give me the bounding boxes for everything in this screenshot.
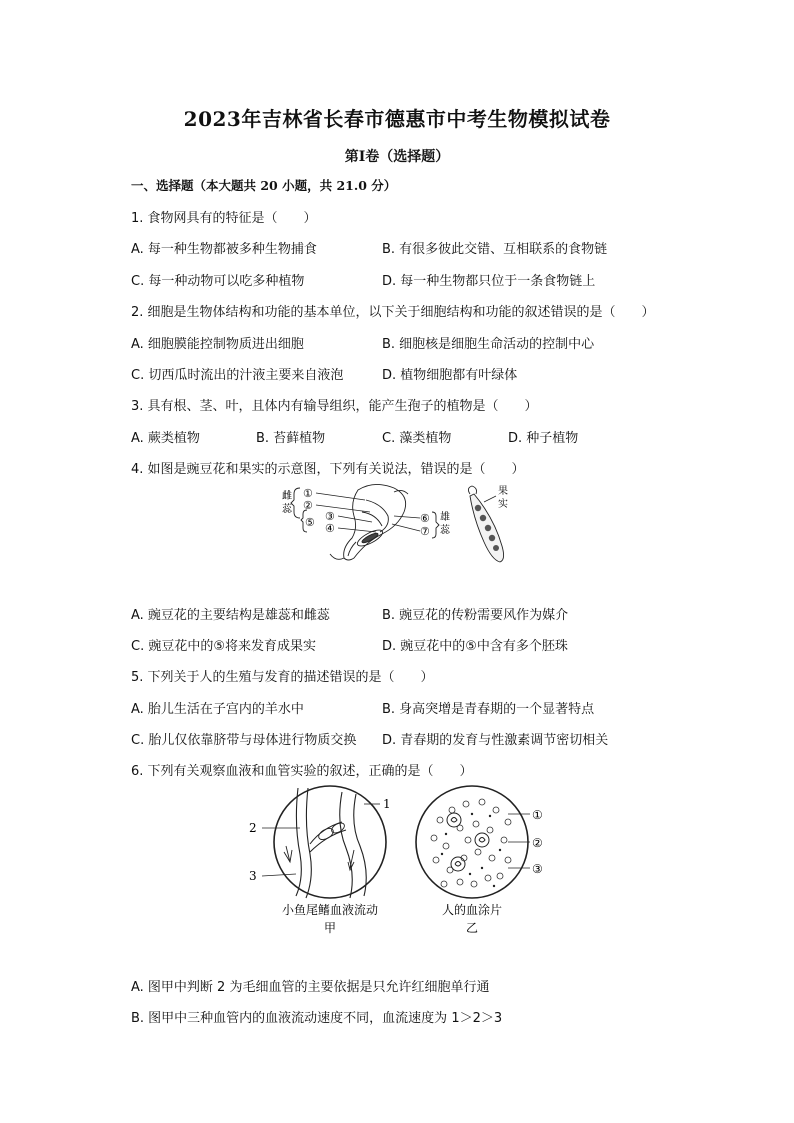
question-5-option-a: A. 胎儿生活在子宫内的羊水中 xyxy=(131,702,304,717)
stamen-label-char-1: 雄 xyxy=(440,512,450,523)
vessel-label-1: 1 xyxy=(383,797,391,811)
marker-1: ① xyxy=(303,487,313,500)
marker-4: ④ xyxy=(325,522,335,535)
question-4-option-c: C. 豌豆花中的⑤将来发育成果实 xyxy=(131,639,316,654)
fruit-label-char-1: 果 xyxy=(498,486,508,497)
question-3-stem: 3. 具有根、茎、叶，且体内有输导组织，能产生孢子的植物是（ ） xyxy=(131,399,538,414)
marker-7: ⑦ xyxy=(420,525,430,538)
question-6-stem: 6. 下列有关观察血液和血管实验的叙述，正确的是（ ） xyxy=(131,764,473,779)
question-3-option-a: A. 蕨类植物 xyxy=(131,431,200,446)
fish-caption: 小鱼尾鳍血液流动 xyxy=(281,903,379,917)
smear-caption-label: 乙 xyxy=(465,921,479,935)
question-5-option-b: B. 身高突增是青春期的一个显著特点 xyxy=(382,702,595,717)
page-subtitle: 第Ⅰ卷（选择题） xyxy=(344,149,450,165)
question-2-option-a: A. 细胞膜能控制物质进出细胞 xyxy=(131,337,304,352)
pea-flower-drawing xyxy=(330,484,408,560)
fruit-label-char-2: 实 xyxy=(498,499,508,510)
vessel-label-3: 3 xyxy=(249,869,257,883)
blood-vessel-figure xyxy=(246,784,556,939)
pea-flower-fruit-figure xyxy=(270,482,520,568)
question-1-option-b: B. 有很多彼此交错、互相联系的食物链 xyxy=(382,242,608,257)
vessel-label-2: 2 xyxy=(249,821,257,835)
question-4-option-a: A. 豌豆花的主要结构是雄蕊和雌蕊 xyxy=(131,608,330,623)
question-1-stem: 1. 食物网具有的特征是（ ） xyxy=(131,211,317,226)
marker-3: ③ xyxy=(325,510,335,523)
question-1-option-d: D. 每一种生物都只位于一条食物链上 xyxy=(382,274,596,289)
question-5-option-c: C. 胎儿仅依靠脐带与母体进行物质交换 xyxy=(131,733,357,748)
cell-label-3: ③ xyxy=(532,862,543,876)
pea-pod-drawing xyxy=(468,486,503,562)
question-4-stem: 4. 如图是豌豆花和果实的示意图，下列有关说法，错误的是（ ） xyxy=(131,462,525,477)
question-6-option-a: A. 图甲中判断 2 为毛细血管的主要依据是只允许红细胞单行通 xyxy=(131,980,490,995)
question-3-option-b: B. 苔藓植物 xyxy=(256,431,326,446)
question-2-stem: 2. 细胞是生物体结构和功能的基本单位，以下关于细胞结构和功能的叙述错误的是（ ） xyxy=(131,305,655,320)
fish-caption-label: 甲 xyxy=(323,921,337,935)
marker-6: ⑥ xyxy=(420,512,430,525)
cell-label-1: ① xyxy=(532,808,543,822)
question-2-option-c: C. 切西瓜时流出的汁液主要来自液泡 xyxy=(131,368,344,383)
fish-tail-blood-flow-drawing xyxy=(274,786,386,898)
section-heading: 一、选择题（本大题共 20 小题，共 21.0 分） xyxy=(131,178,397,193)
cell-label-2: ② xyxy=(532,836,543,850)
smear-caption: 人的血涂片 xyxy=(441,903,503,917)
question-3-option-d: D. 种子植物 xyxy=(508,431,579,446)
marker-5: ⑤ xyxy=(305,516,315,529)
pistil-label-char-1: 雌 xyxy=(282,491,292,502)
question-5-option-d: D. 青春期的发育与性激素调节密切相关 xyxy=(382,733,609,748)
question-4-option-b: B. 豌豆花的传粉需要风作为媒介 xyxy=(382,608,569,623)
question-5-stem: 5. 下列关于人的生殖与发育的描述错误的是（ ） xyxy=(131,670,434,685)
question-4-option-d: D. 豌豆花中的⑤中含有多个胚珠 xyxy=(382,639,568,654)
question-2-option-d: D. 植物细胞都有叶绿体 xyxy=(382,368,518,383)
question-1-option-c: C. 每一种动物可以吃多种植物 xyxy=(131,274,305,289)
question-3-option-c: C. 藻类植物 xyxy=(382,431,452,446)
stamen-label-char-2: 蕊 xyxy=(440,525,450,536)
page-title: 2023年吉林省长春市德惠市中考生物模拟试卷 xyxy=(183,107,611,131)
marker-2: ② xyxy=(303,499,313,512)
question-6-option-b: B. 图甲中三种血管内的血液流动速度不同，血流速度为 1＞2＞3 xyxy=(131,1011,503,1026)
question-1-option-a: A. 每一种生物都被多种生物捕食 xyxy=(131,242,317,257)
question-2-option-b: B. 细胞核是细胞生命活动的控制中心 xyxy=(382,337,595,352)
pistil-label-char-2: 蕊 xyxy=(282,504,292,515)
